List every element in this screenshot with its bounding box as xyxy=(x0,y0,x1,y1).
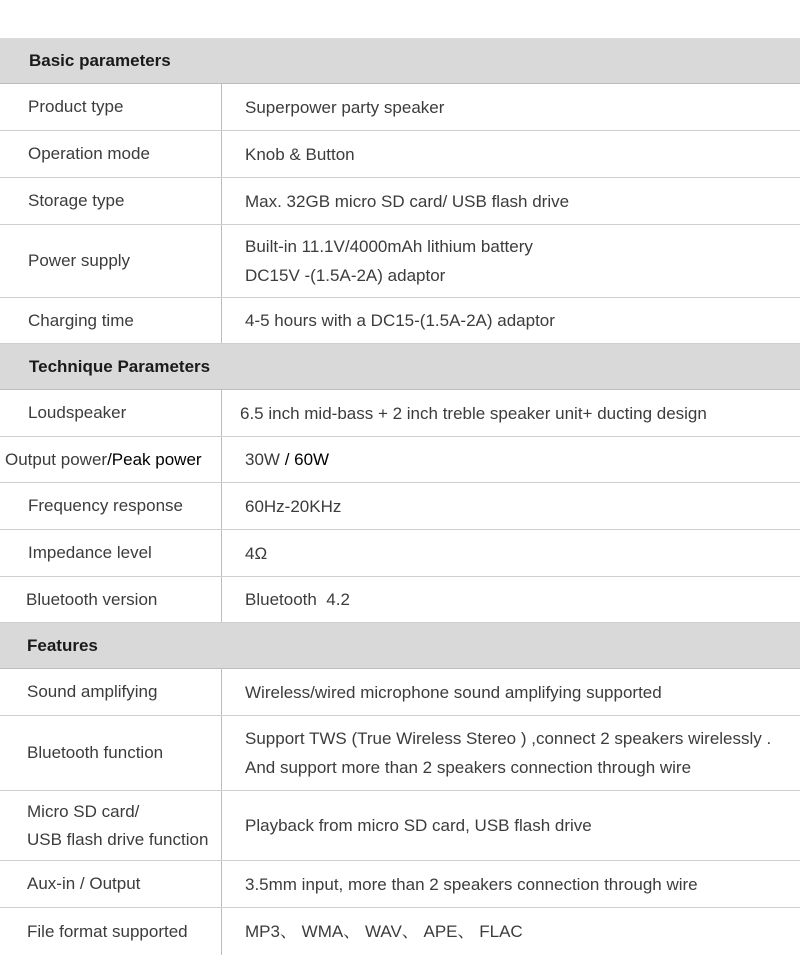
spec-value: 6.5 inch mid-bass + 2 inch treble speaker unit+ ducting design xyxy=(240,403,707,423)
spec-value: Superpower party speaker xyxy=(245,97,445,117)
spec-value-part: 30W xyxy=(245,450,280,469)
spec-label: Charging time xyxy=(0,298,222,343)
spec-row xyxy=(0,483,800,530)
spec-row xyxy=(0,131,800,178)
section-title: Technique Parameters xyxy=(29,356,211,376)
spec-label: File format supported xyxy=(0,908,222,955)
spec-value: Bluetooth 4.2 xyxy=(245,590,350,609)
spec-value-part: / 60W xyxy=(279,450,330,469)
spec-label-part: Output power xyxy=(5,449,108,469)
spec-value: Knob & Button xyxy=(245,144,355,164)
spec-label: Power supply xyxy=(0,225,222,297)
spec-value xyxy=(222,437,800,482)
spec-label: Bluetooth function xyxy=(0,716,222,790)
spec-value: 3.5mm input, more than 2 speakers connection through wire xyxy=(245,874,698,894)
top-margin xyxy=(0,0,800,38)
spec-label: Bluetooth version xyxy=(0,577,222,622)
spec-row xyxy=(0,577,800,623)
section-title: Features xyxy=(27,635,98,655)
spec-row xyxy=(0,225,800,298)
spec-row xyxy=(0,437,800,483)
spec-value: 4Ω xyxy=(245,543,268,563)
section-header-technique-parameters xyxy=(0,344,800,390)
spec-row xyxy=(0,298,800,344)
section-title: Basic parameters xyxy=(29,50,171,70)
spec-row xyxy=(0,908,800,955)
spec-label: Frequency response xyxy=(0,483,222,529)
spec-row xyxy=(0,530,800,577)
spec-value: Wireless/wired microphone sound amplifying supported xyxy=(245,682,662,702)
spec-label: Product type xyxy=(0,84,222,130)
spec-label: Micro SD card/ USB flash drive function xyxy=(0,791,222,860)
section-header-basic-parameters xyxy=(0,38,800,84)
spec-row xyxy=(0,390,800,437)
spec-row xyxy=(0,84,800,131)
spec-row xyxy=(0,791,800,861)
spec-label: Sound amplifying xyxy=(0,669,222,715)
spec-value: Playback from micro SD card, USB flash drive xyxy=(245,816,592,835)
spec-value: 60Hz-20KHz xyxy=(245,496,342,516)
spec-value: Built-in 11.1V/4000mAh lithium battery DC15V -(1.5A-2A) adaptor xyxy=(245,237,533,285)
spec-row xyxy=(0,716,800,791)
spec-row xyxy=(0,178,800,225)
spec-label: Storage type xyxy=(0,178,222,224)
spec-row xyxy=(0,669,800,716)
spec-value: Support TWS (True Wireless Stereo ) ,connect 2 speakers wirelessly . And support more than 2 speakers connection through wire xyxy=(245,729,772,777)
spec-label-part: /Peak power xyxy=(107,449,202,469)
spec-value: Max. 32GB micro SD card/ USB flash drive xyxy=(245,191,570,211)
spec-row xyxy=(0,861,800,908)
spec-label xyxy=(0,437,222,482)
section-header-features xyxy=(0,623,800,669)
spec-label: Aux-in / Output xyxy=(0,861,222,907)
spec-value: 4-5 hours with a DC15-(1.5A-2A) adaptor xyxy=(245,311,555,330)
spec-value: MP3、 WMA、 WAV、 APE、 FLAC xyxy=(245,922,523,941)
spec-label: Impedance level xyxy=(0,530,222,576)
spec-label: Loudspeaker xyxy=(0,390,222,436)
spec-label: Operation mode xyxy=(0,131,222,177)
